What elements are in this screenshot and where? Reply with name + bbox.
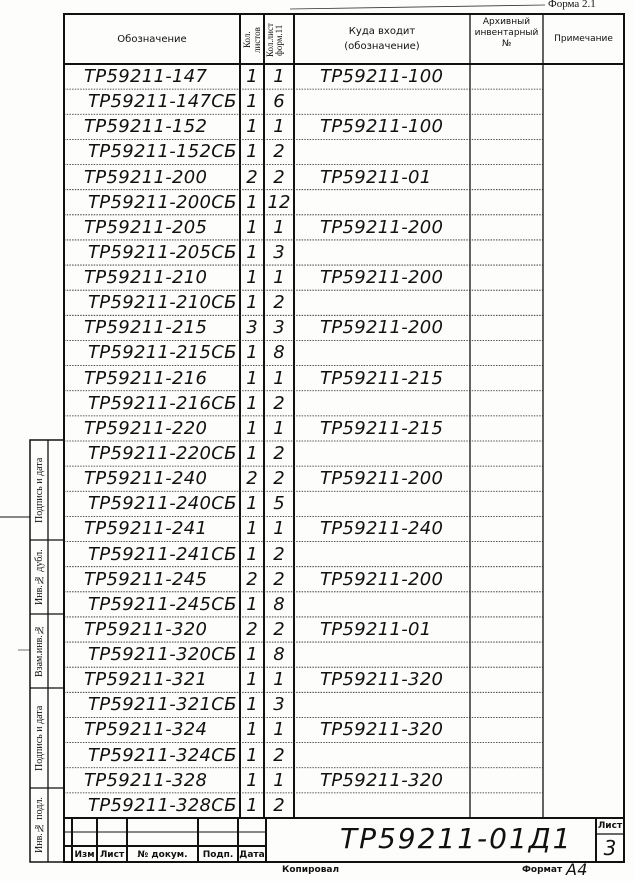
- row-designation: ТР59211-216СБ: [88, 392, 237, 414]
- row-goes-into: ТР59211-200: [320, 317, 444, 339]
- row-format: 2: [273, 744, 285, 766]
- row-sheets: 1: [246, 116, 258, 138]
- row-sheets: 1: [246, 794, 258, 816]
- row-designation: ТР59211-200СБ: [88, 191, 237, 213]
- row-designation: ТР59211-240СБ: [88, 493, 237, 515]
- row-designation: ТР59211-220: [84, 417, 208, 439]
- row-format: 2: [273, 443, 285, 464]
- form-label: Форма 2.1: [548, 0, 596, 10]
- row-designation: ТР59211-200: [84, 166, 208, 188]
- row-format: 3: [273, 317, 285, 339]
- row-designation: ТР59211-210: [84, 267, 208, 289]
- row-sheets: 1: [246, 367, 258, 389]
- row-format: 1: [273, 267, 285, 289]
- row-sheets: 1: [246, 241, 258, 263]
- row-format: 3: [273, 241, 285, 263]
- row-goes-into: ТР59211-01: [320, 618, 432, 640]
- row-sheets: 2: [246, 568, 258, 590]
- row-designation: ТР59211-241СБ: [88, 543, 237, 565]
- sheet-label: Лист: [597, 821, 623, 831]
- row-designation: ТР59211-324СБ: [88, 744, 237, 766]
- row-sheets: 1: [246, 719, 258, 741]
- row-sheets: 1: [246, 141, 258, 163]
- row-format: 1: [273, 116, 285, 138]
- row-goes-into: ТР59211-01: [320, 166, 432, 188]
- row-format: 2: [273, 468, 285, 490]
- row-goes-into: ТР59211-200: [320, 267, 444, 289]
- row-goes-into: ТР59211-100: [320, 116, 444, 138]
- footer-format-label: Формат: [522, 865, 563, 875]
- row-sheets: 1: [246, 543, 258, 565]
- row-designation: ТР59211-328: [84, 769, 208, 791]
- row-goes-into: ТР59211-215: [320, 417, 444, 439]
- row-format: 2: [273, 392, 285, 414]
- document-code: ТР59211-01Д1: [340, 822, 573, 855]
- row-format: 1: [273, 719, 285, 741]
- side-replaces-inv: Взам.инв.№: [34, 624, 45, 678]
- row-sheets: 1: [246, 66, 258, 87]
- header-note: Примечание: [554, 34, 613, 44]
- row-format: 1: [273, 769, 285, 791]
- row-sheets: 2: [246, 468, 258, 490]
- row-format: 2: [273, 794, 285, 816]
- row-designation: ТР59211-210СБ: [88, 292, 237, 314]
- row-designation: ТР59211-240: [84, 468, 208, 490]
- row-goes-into: ТР59211-320: [320, 769, 444, 791]
- row-goes-into: ТР59211-240: [320, 518, 444, 540]
- row-format: 12: [267, 191, 291, 213]
- row-designation: ТР59211-215: [84, 317, 208, 339]
- row-designation: ТР59211-220СБ: [88, 443, 237, 464]
- row-goes-into: ТР59211-200: [320, 568, 444, 590]
- row-format: 2: [273, 166, 285, 188]
- row-designation: ТР59211-205СБ: [88, 241, 237, 263]
- row-sheets: 1: [246, 216, 258, 238]
- row-sheets: 1: [246, 744, 258, 766]
- header-goes-into: Куда входит (обозначение): [344, 26, 420, 52]
- row-designation: ТР59211-216: [84, 367, 208, 389]
- row-designation: ТР59211-147СБ: [88, 91, 237, 113]
- row-format: 1: [273, 66, 285, 87]
- row-sheets: 1: [246, 267, 258, 289]
- row-sheets: 1: [246, 493, 258, 515]
- row-sheets: 1: [246, 518, 258, 540]
- row-designation: ТР59211-152: [84, 116, 208, 138]
- row-sheets: 1: [246, 769, 258, 791]
- row-designation: ТР59211-215СБ: [88, 342, 237, 364]
- row-goes-into: ТР59211-200: [320, 468, 444, 490]
- row-goes-into: ТР59211-200: [320, 216, 444, 238]
- row-format: 8: [273, 644, 285, 666]
- row-format: 2: [273, 618, 285, 640]
- row-designation: ТР59211-321СБ: [88, 694, 237, 716]
- row-designation: ТР59211-245СБ: [88, 593, 237, 615]
- row-format: 2: [273, 141, 285, 163]
- row-sheets: 1: [246, 191, 258, 213]
- row-designation: ТР59211-320: [84, 618, 208, 640]
- row-designation: ТР59211-324: [84, 719, 208, 741]
- row-designation: ТР59211-205: [84, 216, 208, 238]
- footer-copied: Копировал: [282, 865, 340, 875]
- row-designation: ТР59211-241: [84, 518, 208, 540]
- row-format: 5: [273, 493, 285, 515]
- row-format: 1: [273, 417, 285, 439]
- tb-date: Дата: [239, 850, 265, 860]
- row-format: 1: [273, 518, 285, 540]
- row-sheets: 1: [246, 669, 258, 691]
- row-format: 8: [273, 593, 285, 615]
- row-designation: ТР59211-321: [84, 669, 208, 691]
- row-goes-into: ТР59211-215: [320, 367, 444, 389]
- tb-doc-no: № докум.: [137, 850, 188, 860]
- row-sheets: 1: [246, 392, 258, 414]
- row-format: 3: [273, 694, 285, 716]
- tb-sheet: Лист: [99, 850, 125, 860]
- row-sheets: 1: [246, 644, 258, 666]
- row-format: 2: [273, 543, 285, 565]
- row-format: 2: [273, 568, 285, 590]
- sheet-number: 3: [603, 836, 617, 860]
- row-format: 6: [273, 91, 285, 113]
- side-inv-orig: Инв.№ подл.: [34, 797, 45, 853]
- row-sheets: 1: [246, 91, 258, 113]
- row-sheets: 1: [246, 342, 258, 364]
- tb-sign: Подп.: [202, 850, 234, 860]
- row-goes-into: ТР59211-320: [320, 719, 444, 741]
- row-designation: ТР59211-328СБ: [88, 794, 237, 816]
- row-sheets: 3: [246, 317, 258, 339]
- header-sheets-count: Кол. листов: [242, 27, 262, 53]
- header-designation: Обозначение: [117, 34, 187, 45]
- row-format: 1: [273, 367, 285, 389]
- row-format: 1: [273, 216, 285, 238]
- row-sheets: 1: [246, 694, 258, 716]
- row-sheets: 1: [246, 593, 258, 615]
- side-inv-dup: Инв.№ дубл.: [34, 549, 45, 605]
- row-sheets: 1: [246, 292, 258, 314]
- row-format: 8: [273, 342, 285, 364]
- row-sheets: 2: [246, 618, 258, 640]
- row-sheets: 2: [246, 166, 258, 188]
- side-sign-date-2: Подпись и дата: [34, 705, 45, 771]
- row-sheets: 1: [246, 417, 258, 439]
- header-format-count: Кол.лист форм.11: [265, 23, 284, 57]
- row-goes-into: ТР59211-100: [320, 66, 444, 87]
- header-archive: Архивный инвентарный №: [474, 17, 539, 49]
- row-designation: ТР59211-152СБ: [88, 141, 237, 163]
- row-format: 1: [273, 669, 285, 691]
- tb-change: Изм: [74, 850, 95, 860]
- row-designation: ТР59211-320СБ: [88, 644, 237, 666]
- row-designation: ТР59211-245: [84, 568, 208, 590]
- row-format: 2: [273, 292, 285, 314]
- row-goes-into: ТР59211-320: [320, 669, 444, 691]
- row-designation: ТР59211-147: [84, 66, 208, 87]
- row-sheets: 1: [246, 443, 258, 464]
- footer-format-value: А4: [566, 860, 588, 879]
- side-sign-date-1: Подпись и дата: [34, 457, 45, 523]
